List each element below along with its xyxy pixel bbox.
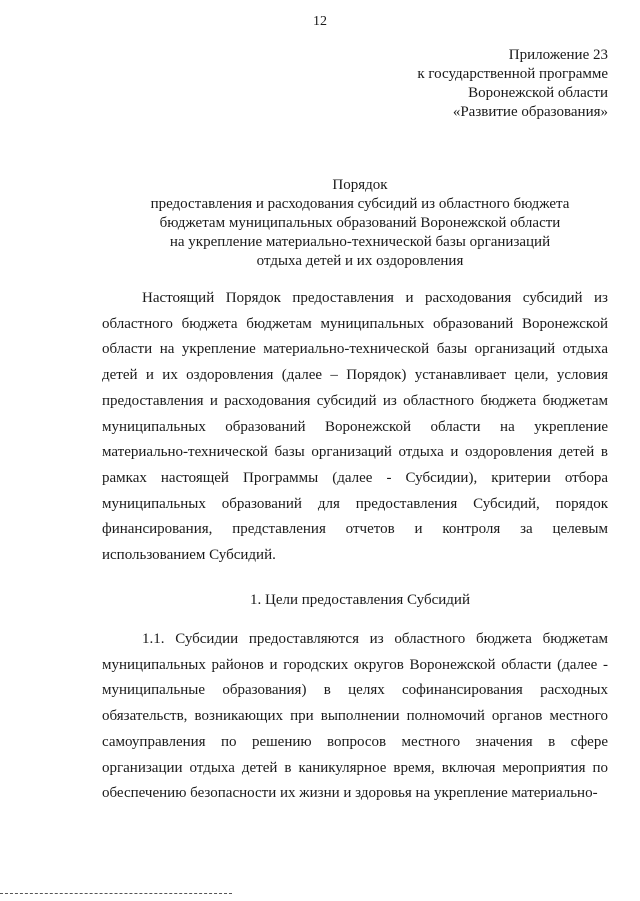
appendix-block xyxy=(417,46,608,122)
page-number: 12 xyxy=(313,14,327,29)
appendix-line: к государственной программе xyxy=(417,66,608,82)
appendix-line: «Развитие образования» xyxy=(452,104,608,120)
intro-paragraph: Настоящий Порядок предоставления и расходования субсидий из областного бюджета бюджетам муниципальных образований Воронежской области на укрепление материально-технической базы организаций отдыха детей и их оздоровления (далее – Порядок) устанавливает цели, условия предоставления и расходования субсидий из областного бюджета бюджетам муниципальных образований Воронежской области на укрепление материально-технической базы организаций отдыха и оздоровления детей в рамках настоящей Программы (далее - Субсидии), критерии отбора муниципальных образований для предоставления Субсидий, порядок финансирования, представления отчетов и контроля за целевым использованием Субсидий. xyxy=(102,290,608,564)
title-heading: Порядок xyxy=(332,177,388,193)
document-title xyxy=(60,176,640,271)
appendix-line: Воронежской области xyxy=(468,85,608,101)
title-line: бюджетам муниципальных образований Воронежской области xyxy=(159,215,561,231)
appendix-line: Приложение 23 xyxy=(508,47,608,63)
title-line: предоставления и расходования субсидий из областного бюджета xyxy=(150,196,570,212)
paragraph-1-1: 1.1. Субсидии предоставляются из областного бюджета бюджетам муниципальных районов и городских округов Воронежской области (далее - муниципальные образования) в целях софинансирования расходных обязательств, возникающих при выполнении полномочий органов местного самоуправления по решению вопросов местного значения в сфере организации отдыха детей в каникулярное время, включая мероприятия по обеспечению безопасности их жизни и здоровья на укрепление материально- xyxy=(102,631,608,802)
footer-rule xyxy=(0,893,232,894)
title-line: отдыха детей и их оздоровления xyxy=(256,253,464,269)
section-heading: 1. Цели предоставления Субсидий xyxy=(250,592,470,608)
title-line: на укрепление материально-технической базы организаций xyxy=(169,234,551,250)
